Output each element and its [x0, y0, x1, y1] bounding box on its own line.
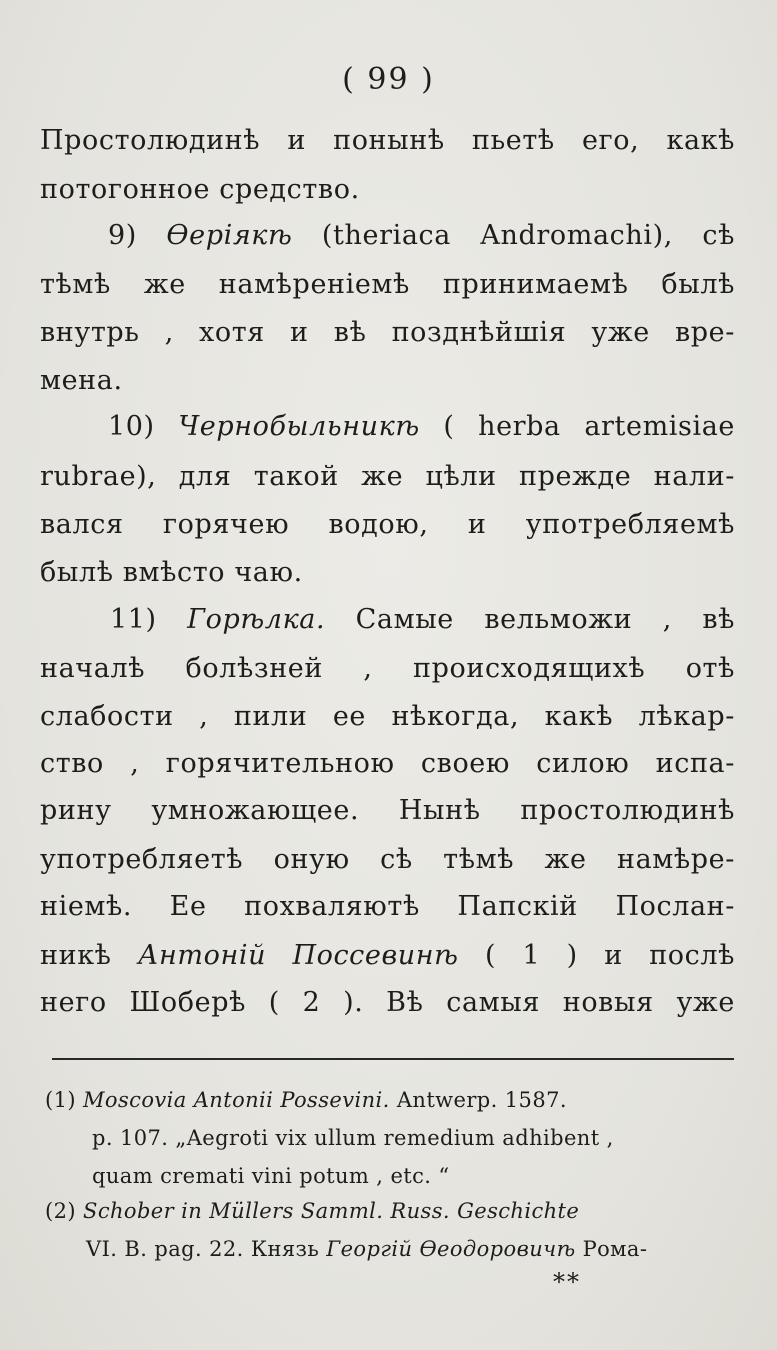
text-segment: ство , горячительною своею силою испа-	[40, 748, 735, 779]
text-segment: внутрь , хотя и вѣ позднѣйшія уже вре-	[40, 317, 735, 348]
footnote-text: p. 107. „Aegroti vix ullum remedium adhibent ,	[92, 1126, 614, 1150]
text-segment: (theriaca Andromachi), сѣ	[292, 220, 735, 251]
text-line	[40, 463, 735, 490]
italic-term: Антоній Поссевинѣ	[137, 940, 459, 971]
text-line	[40, 846, 735, 873]
text-segment: Простолюдинѣ и понынѣ пьетѣ его, какѣ	[40, 125, 736, 156]
text-line	[40, 176, 735, 203]
footnote-text: Князь	[250, 1237, 320, 1261]
text-segment: Самые вельможи , вѣ	[325, 604, 736, 635]
footnote-citation: Георгій Өеодоровичѣ	[326, 1237, 576, 1261]
text-segment: вался горячею водою, и употребляемѣ	[40, 509, 736, 540]
text-segment: рину умножающее. Нынѣ простолюдинѣ	[40, 795, 735, 826]
text-line	[40, 942, 735, 969]
text-line	[40, 271, 735, 298]
text-line	[40, 319, 735, 346]
text-segment: слабости , пили ее нѣкогда, какѣ лѣкар-	[40, 701, 735, 732]
text-line	[40, 750, 735, 777]
text-segment: мена.	[40, 365, 123, 396]
footnote-text: VI. B. pag. 22.	[86, 1237, 244, 1261]
text-line	[40, 989, 735, 1016]
text-segment: 10)	[108, 411, 179, 442]
text-line	[108, 222, 735, 249]
text-segment: 9)	[108, 220, 167, 251]
text-line	[40, 797, 735, 824]
text-line	[40, 559, 735, 586]
text-segment: тѣмѣ же намѣреніемѣ принимаемѣ былѣ	[40, 269, 735, 300]
footnote-marker: (2)	[45, 1199, 76, 1223]
text-line	[40, 893, 735, 920]
italic-term: Горѣлка.	[187, 604, 326, 635]
text-segment: ніемѣ. Ее похваляютѣ Папскій Послан-	[40, 891, 735, 922]
footnote-line	[92, 1166, 732, 1187]
text-segment: него Шоберѣ ( 2 ). Вѣ самыя новыя уже	[40, 987, 735, 1018]
footnote-text: quam cremati vini potum , etc. “	[92, 1164, 450, 1188]
text-segment: rubrae), для такой же цѣли прежде нали-	[40, 461, 735, 492]
text-segment: употребляетѣ оную сѣ тѣмѣ же намѣре-	[40, 844, 735, 875]
text-line	[40, 367, 735, 394]
text-segment: ( 1 ) и послѣ	[458, 940, 736, 971]
italic-term: Өеріякѣ	[166, 220, 293, 251]
footnote-text: Рома-	[582, 1237, 648, 1261]
text-line	[40, 127, 735, 154]
footnote-line	[45, 1201, 740, 1222]
text-segment: началѣ болѣзней , происходящихѣ отѣ	[40, 653, 735, 684]
page-number: ( 99 )	[342, 62, 435, 97]
footnote-marker: (1)	[45, 1088, 76, 1112]
footnote-citation: Schober in Müllers Samml. Russ. Geschichte	[83, 1199, 580, 1223]
footnote-line	[86, 1239, 736, 1260]
text-segment: никѣ	[40, 940, 138, 971]
footnote-line	[45, 1090, 740, 1111]
text-line	[40, 703, 735, 730]
text-segment: 11)	[110, 604, 188, 635]
text-line	[40, 511, 735, 538]
italic-term: Чернобыльникѣ	[178, 411, 420, 442]
footnote-text: Antwerp. 1587.	[396, 1088, 567, 1112]
text-line	[108, 413, 735, 440]
text-line	[110, 606, 735, 633]
text-line	[40, 655, 735, 682]
footnote-divider	[52, 1058, 734, 1060]
footnote-citation: Moscovia Antonii Possevini.	[83, 1088, 390, 1112]
catchword-signature: **	[553, 1268, 581, 1296]
text-segment: былѣ вмѣсто чаю.	[40, 557, 303, 588]
text-segment: ( herba artemisiae	[419, 411, 735, 442]
footnote-line	[92, 1128, 732, 1149]
text-segment: потогонное средство.	[40, 174, 360, 205]
